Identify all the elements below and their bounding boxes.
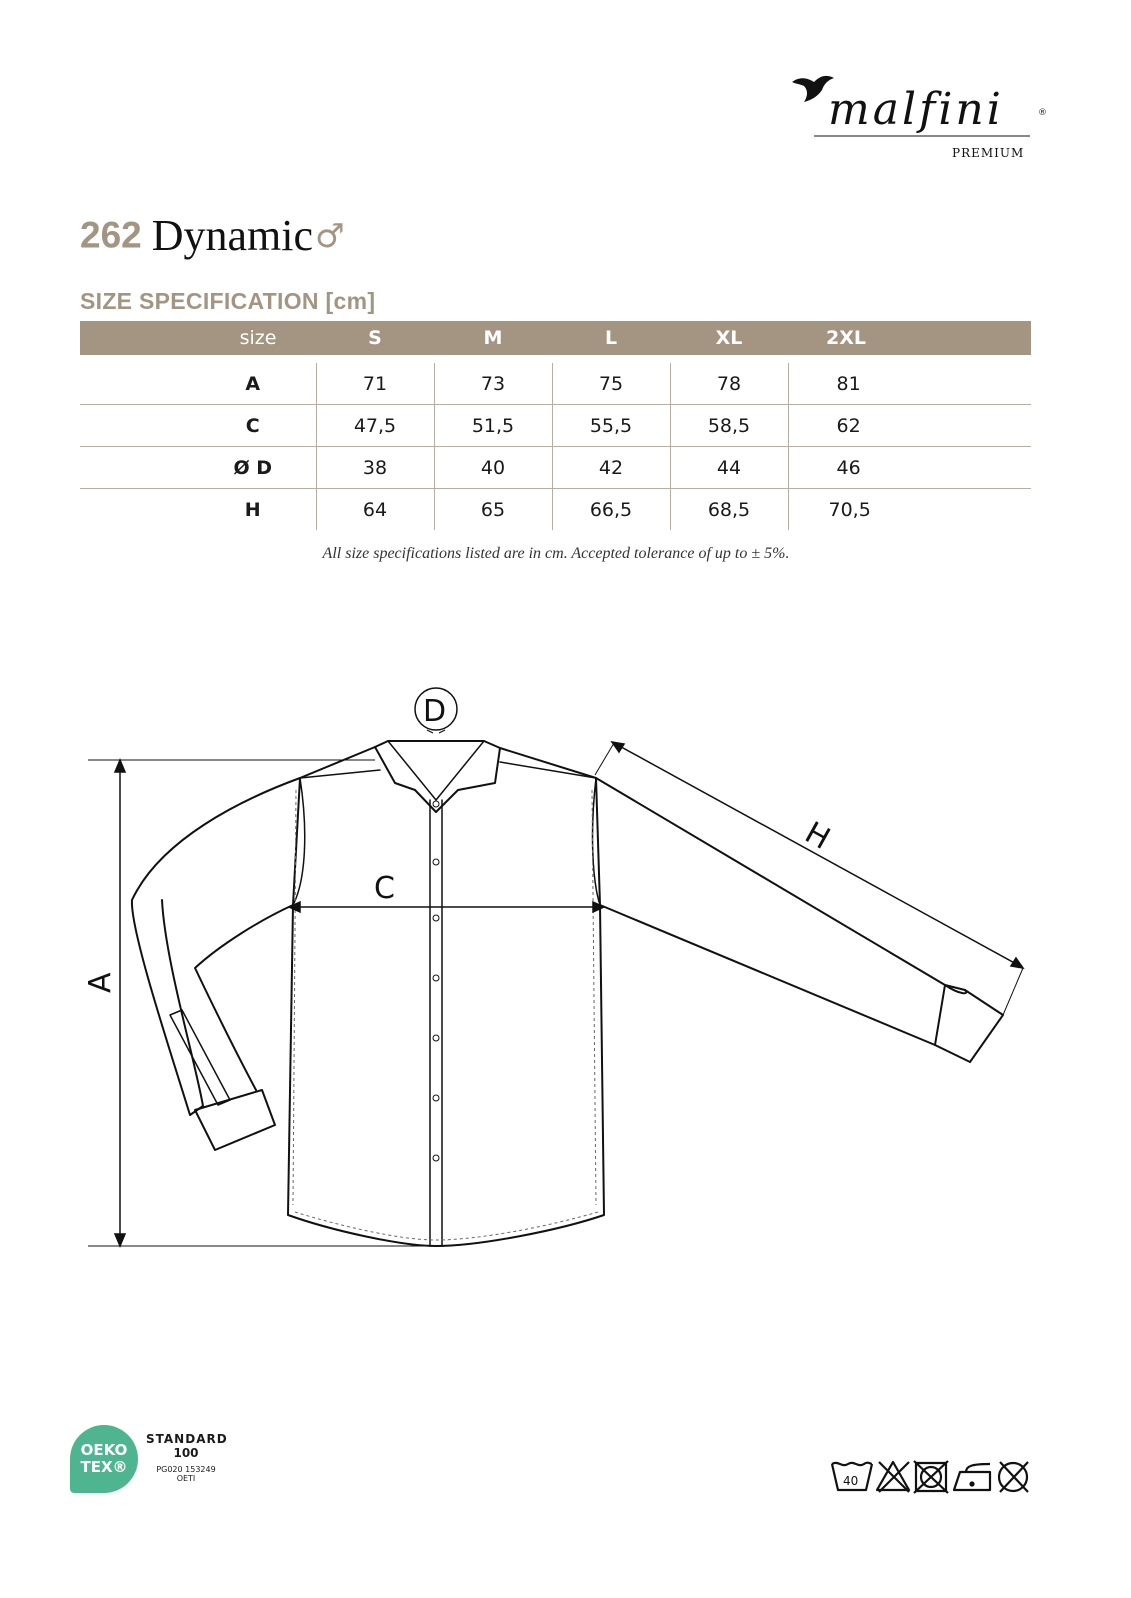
tolerance-note: All size specifications listed are in cm. Accepted tolerance of up to ± 5%. xyxy=(322,545,790,562)
no-bleach-icon xyxy=(877,1462,909,1492)
header-xl: XL xyxy=(670,321,788,355)
male-symbol: ♂ xyxy=(315,216,345,255)
header-l: L xyxy=(552,321,670,355)
table-cell: 68,5 xyxy=(670,489,788,531)
table-cell: 44 xyxy=(670,447,788,489)
label-c: C xyxy=(374,871,395,906)
standard-number: 100 xyxy=(173,1446,199,1460)
product-title xyxy=(80,210,345,260)
table-cell: 55,5 xyxy=(552,405,670,447)
shirt-measurement-diagram xyxy=(0,660,1131,1280)
brand-name: malfini xyxy=(828,84,1004,135)
certificate-code: PG020 153249 xyxy=(156,1465,216,1474)
table-cell: 71 xyxy=(316,363,434,405)
label-d: D xyxy=(423,694,447,729)
standard-label: STANDARD xyxy=(146,1432,228,1446)
table-cell: 62 xyxy=(788,405,1031,447)
table-row xyxy=(80,405,1031,447)
table-cell: 51,5 xyxy=(434,405,552,447)
iron-low-icon xyxy=(954,1464,990,1490)
table-row xyxy=(80,489,1031,531)
brand-line: PREMIUM xyxy=(952,146,1025,160)
no-tumble-dry-icon xyxy=(914,1461,948,1493)
wash-40-icon xyxy=(832,1463,872,1490)
oeko-line2: TEX® xyxy=(80,1458,128,1476)
section-title: SIZE SPECIFICATION [cm] xyxy=(80,288,376,314)
right-cuff xyxy=(935,985,1003,1062)
table-cell: 65 xyxy=(434,489,552,531)
table-cell: 47,5 xyxy=(316,405,434,447)
left-cuff xyxy=(195,1090,275,1150)
shirt-body xyxy=(288,747,604,1246)
table-cell: 70,5 xyxy=(828,498,871,521)
header-m: M xyxy=(434,321,552,355)
table-cell: 64 xyxy=(316,489,434,531)
row-label: Ø D xyxy=(80,447,316,489)
table-cell: 40 xyxy=(434,447,552,489)
table-cell: 38 xyxy=(316,447,434,489)
table-cell: 58,5 xyxy=(670,405,788,447)
table-row xyxy=(80,363,1031,405)
table-cell: 73 xyxy=(434,363,552,405)
row-label: C xyxy=(80,405,316,447)
table-cell: 75 xyxy=(552,363,670,405)
table-cell: 78 xyxy=(670,363,788,405)
row-label: H xyxy=(80,489,316,531)
oeko-tex-standard xyxy=(146,1432,226,1483)
size-table xyxy=(80,321,1031,530)
label-h: H xyxy=(799,815,836,857)
product-number: 262 xyxy=(80,214,142,256)
header-size: size xyxy=(80,321,316,355)
table-cell: 81 xyxy=(788,363,1031,405)
table-cell: 46 xyxy=(788,447,1031,489)
table-row xyxy=(80,447,1031,489)
oeko-line1: OEKO xyxy=(80,1441,128,1459)
oeko-tex-badge xyxy=(70,1425,138,1493)
brand-logo xyxy=(790,70,1052,165)
header-s: S xyxy=(316,321,434,355)
label-a: A xyxy=(83,972,118,993)
care-symbols xyxy=(830,1458,1035,1496)
registered-mark: ® xyxy=(1038,108,1047,118)
wash-temperature: 40 xyxy=(843,1474,859,1488)
no-dry-clean-icon xyxy=(999,1462,1028,1492)
row-label: A xyxy=(80,363,316,405)
product-name: Dynamic xyxy=(151,211,314,260)
header-2xl: 2XL xyxy=(788,321,1031,355)
table-header-row xyxy=(80,321,1031,355)
left-sleeve xyxy=(132,778,300,1115)
certificate-institute: OETI xyxy=(176,1474,196,1483)
table-cell: 42 xyxy=(552,447,670,489)
table-cell: 66,5 xyxy=(552,489,670,531)
right-sleeve xyxy=(596,778,966,993)
